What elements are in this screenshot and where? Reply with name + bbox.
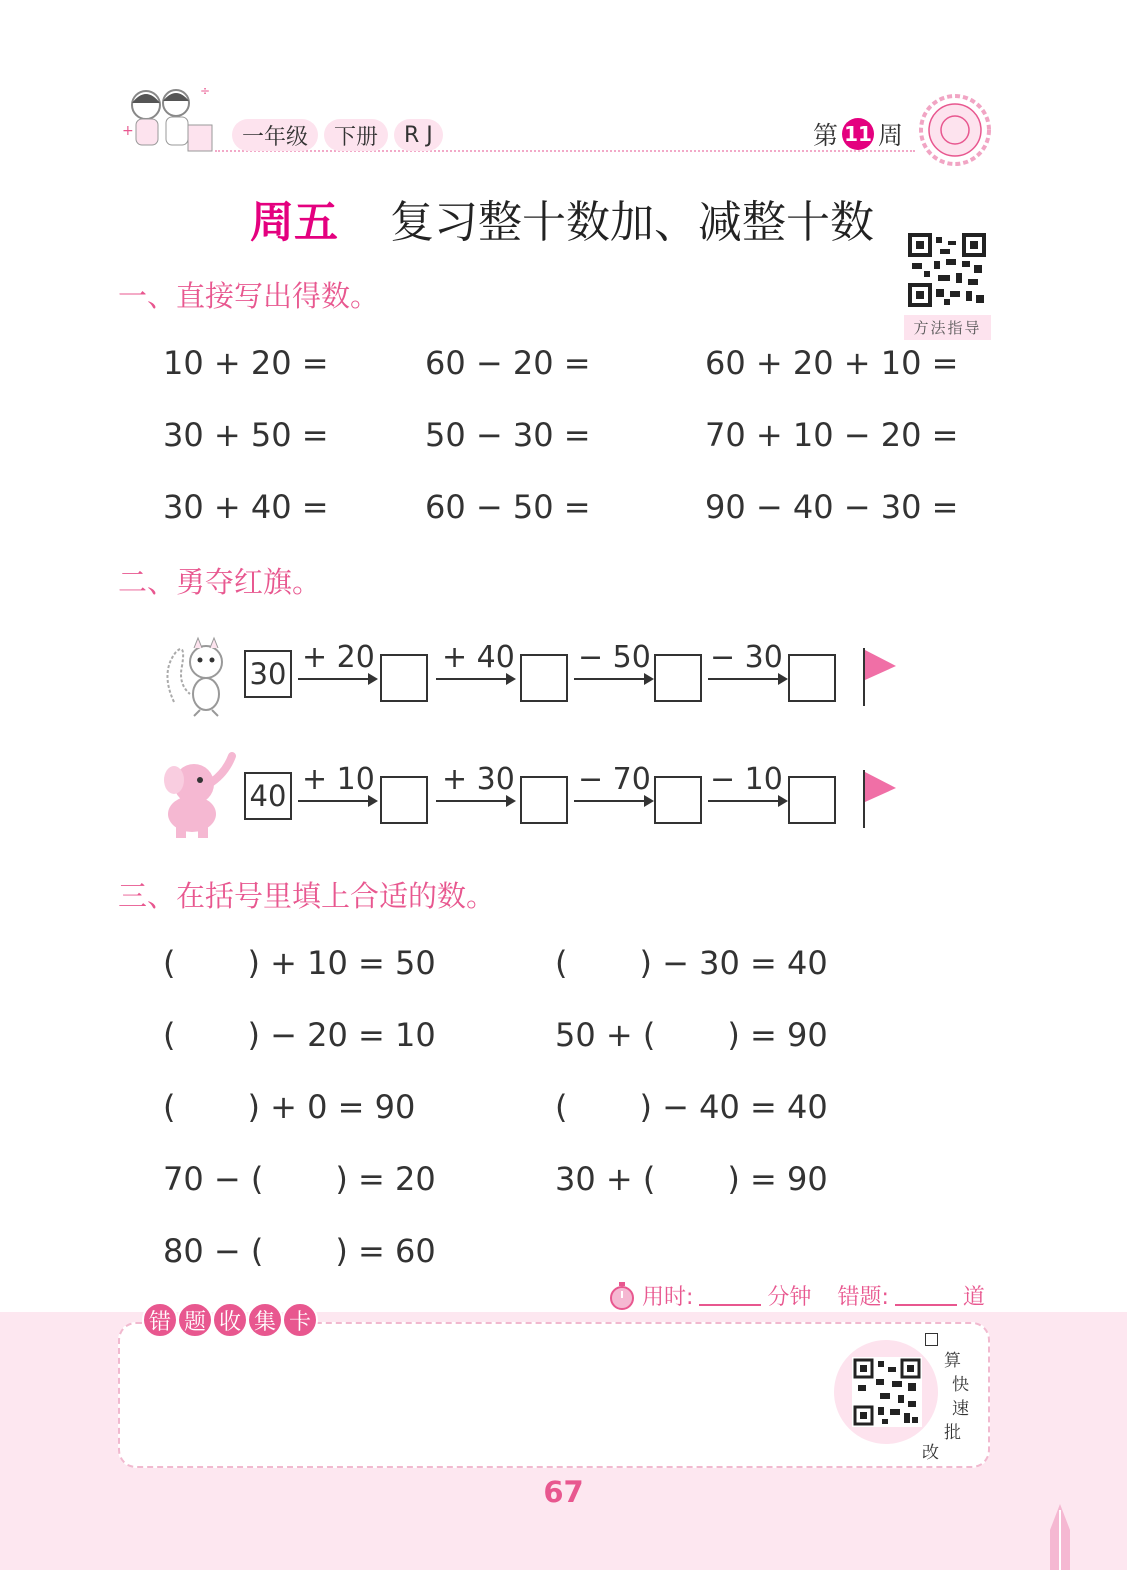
card-label-char: 集	[247, 1302, 283, 1338]
start-number-box: 40	[244, 772, 292, 820]
time-and-errors	[608, 1280, 985, 1311]
volume-label: 下册	[324, 119, 388, 151]
equation-part: ) = 20	[335, 1160, 436, 1198]
answer-box[interactable]	[520, 654, 568, 702]
card-label-char: 题	[177, 1302, 213, 1338]
equation: 10 + 20 =	[163, 344, 329, 382]
week-suffix: 周	[878, 121, 904, 150]
answer-box[interactable]	[654, 654, 702, 702]
error-label: 错题:	[837, 1285, 889, 1310]
equation: 50 − 30 =	[425, 416, 591, 454]
operation-label: + 10	[302, 762, 375, 797]
arrow	[708, 678, 786, 680]
arrow	[298, 800, 376, 802]
equation-part: ) − 20 = 10	[247, 1016, 436, 1054]
equation-part: (	[555, 1088, 568, 1126]
week-prefix: 第	[813, 121, 839, 150]
pencil-decoration	[1040, 1500, 1080, 1570]
equation-part: 80 − (	[163, 1232, 264, 1270]
equation: 60 + 20 + 10 =	[705, 344, 959, 382]
equation-part: ) + 10 = 50	[247, 944, 436, 982]
quick-check-char: 快	[952, 1375, 969, 1395]
error-card-label	[142, 1302, 317, 1338]
equation: 60 − 20 =	[425, 344, 591, 382]
answer-box[interactable]	[788, 776, 836, 824]
card-label-char: 卡	[282, 1302, 318, 1338]
quick-check-char: 速	[952, 1399, 969, 1419]
equation-part: ) = 90	[727, 1016, 828, 1054]
qr-code-icon[interactable]	[852, 1357, 922, 1427]
quick-check-char: 改	[922, 1443, 939, 1463]
arrow	[436, 800, 514, 802]
fill-blank-equation[interactable]	[163, 1088, 415, 1126]
red-flag-icon	[860, 768, 900, 830]
answer-box[interactable]	[380, 654, 428, 702]
kids-illustration	[118, 75, 218, 155]
error-unit: 道	[962, 1285, 985, 1310]
equation-part: ) − 40 = 40	[639, 1088, 828, 1126]
start-number-box: 30	[244, 650, 292, 698]
squirrel-illustration	[160, 632, 236, 718]
arrow	[436, 678, 514, 680]
error-count-input[interactable]	[895, 1286, 957, 1306]
check-square-icon	[925, 1333, 938, 1346]
quick-check-char: 批	[944, 1423, 961, 1443]
grade-labels	[232, 118, 443, 152]
operation-label: − 10	[710, 762, 783, 797]
answer-box[interactable]	[380, 776, 428, 824]
qr-code-icon	[904, 231, 991, 309]
fill-blank-equation[interactable]	[163, 1232, 436, 1270]
answer-box[interactable]	[520, 776, 568, 824]
operation-label: + 30	[442, 762, 515, 797]
operation-label: − 70	[578, 762, 651, 797]
arrow	[708, 800, 786, 802]
equation-part: 30 + (	[555, 1160, 656, 1198]
arrow	[574, 678, 652, 680]
equation: 30 + 50 =	[163, 416, 329, 454]
time-label: 用时:	[642, 1285, 694, 1310]
equation-part: (	[555, 944, 568, 982]
equation-part: ) = 60	[335, 1232, 436, 1270]
operation-label: − 50	[578, 640, 651, 675]
stopwatch-icon	[608, 1281, 636, 1311]
time-input[interactable]	[699, 1286, 761, 1306]
fill-blank-equation[interactable]	[555, 1088, 828, 1126]
grade-label: 一年级	[232, 119, 318, 151]
week-number: 11	[842, 118, 874, 150]
svg-text:÷: ÷	[200, 84, 211, 98]
arrow	[298, 678, 376, 680]
equation-part: (	[163, 1016, 176, 1054]
operation-label: + 40	[442, 640, 515, 675]
equation: 70 + 10 − 20 =	[705, 416, 959, 454]
svg-text:+: +	[122, 123, 134, 139]
fill-blank-equation[interactable]	[555, 1160, 828, 1198]
answer-box[interactable]	[654, 776, 702, 824]
operation-label: + 20	[302, 640, 375, 675]
title-topic: 复习整十数加、减整十数	[390, 197, 874, 248]
card-label-char: 错	[142, 1302, 178, 1338]
equation-part: (	[163, 944, 176, 982]
title-day: 周五	[250, 197, 338, 248]
fill-blank-equation[interactable]	[163, 1160, 436, 1198]
red-flag-icon	[860, 646, 900, 708]
section-3-title: 三、在括号里填上合适的数。	[118, 879, 496, 913]
quick-check-char: 算	[944, 1351, 961, 1371]
equation-part: 50 + (	[555, 1016, 656, 1054]
page-number: 67	[543, 1475, 584, 1509]
fill-blank-equation[interactable]	[163, 944, 436, 982]
equation: 90 − 40 − 30 =	[705, 488, 959, 526]
method-guide-qr[interactable]	[904, 231, 991, 340]
fill-blank-equation[interactable]	[555, 1016, 828, 1054]
equation-part: 70 − (	[163, 1160, 264, 1198]
week-indicator	[813, 116, 903, 152]
fill-blank-equation[interactable]	[163, 1016, 436, 1054]
equation: 60 − 50 =	[425, 488, 591, 526]
edition-label: R J	[394, 119, 443, 151]
card-label-char: 收	[212, 1302, 248, 1338]
elephant-illustration	[160, 752, 238, 840]
flag-chain-1	[160, 630, 920, 730]
fill-blank-equation[interactable]	[555, 944, 828, 982]
answer-box[interactable]	[788, 654, 836, 702]
equation-part: (	[163, 1088, 176, 1126]
time-unit: 分钟	[767, 1285, 812, 1310]
equation-part: ) = 90	[727, 1160, 828, 1198]
section-2-title: 二、勇夺红旗。	[118, 565, 322, 599]
equation: 30 + 40 =	[163, 488, 329, 526]
arrow	[574, 800, 652, 802]
qr-caption: 方法指导	[904, 315, 991, 340]
section-1-title: 一、直接写出得数。	[118, 279, 380, 313]
equation-part: ) + 0 = 90	[247, 1088, 416, 1126]
flag-chain-2	[160, 752, 920, 852]
equation-part: ) − 30 = 40	[639, 944, 828, 982]
operation-label: − 30	[710, 640, 783, 675]
seal-logo	[917, 92, 993, 168]
